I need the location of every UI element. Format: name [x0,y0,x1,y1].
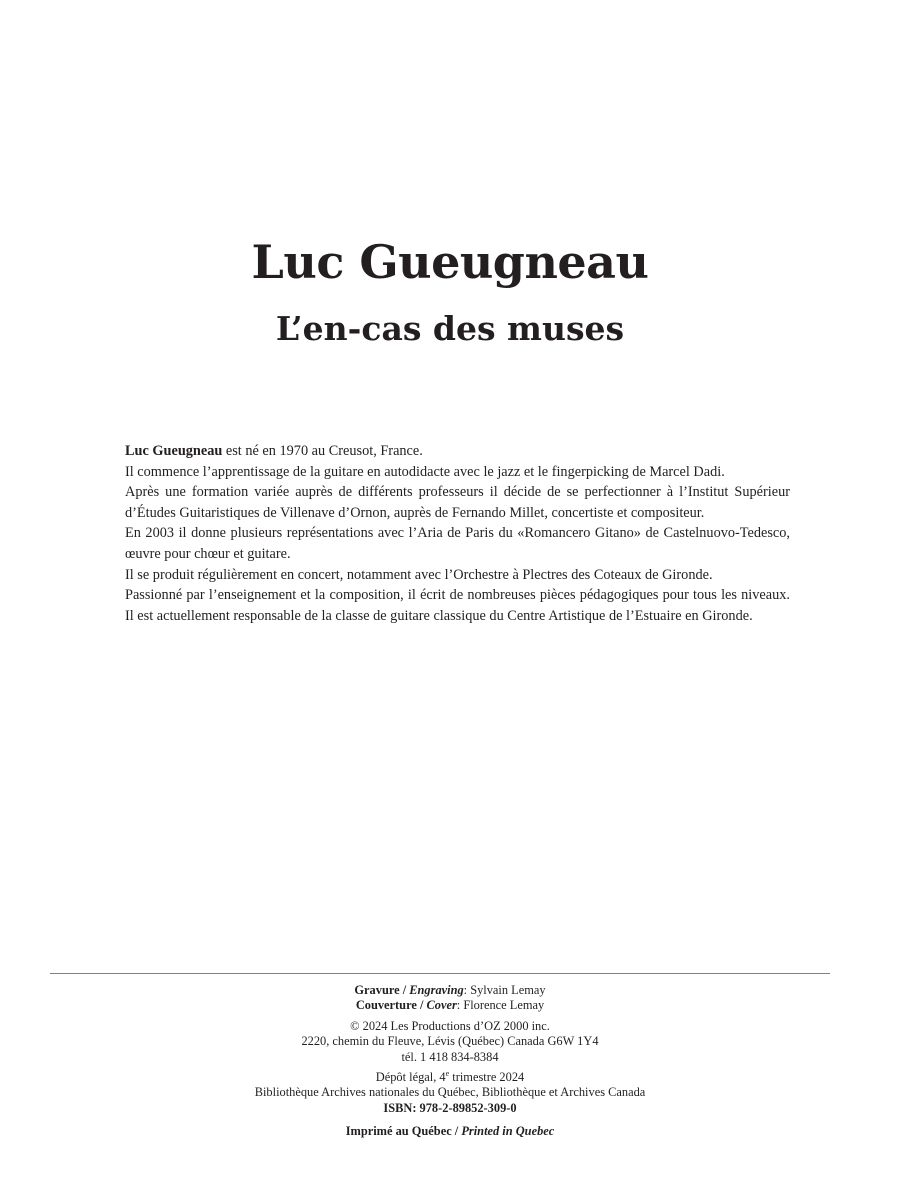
bio-paragraph: Il se produit régulièrement en concert, notamment avec l’Orchestre à Plectres des Coteaux de Gironde. [125,566,713,583]
cover-credit [0,998,900,1013]
deposit-post: trimestre 2024 [449,1070,525,1085]
printed-fr: Imprimé au Québec / [345,1124,462,1139]
deposit-pre: Dépôt légal, 4 [375,1070,446,1085]
cover-label-en: Cover [426,998,457,1013]
engraving-label-fr: Gravure / [354,983,410,997]
credits-block [0,983,900,1145]
engraving-name: : Sylvain Lemay [463,983,546,997]
address: 2220, chemin du Fleuve, Lévis (Québec) Canada G6W 1Y4 [301,1034,599,1049]
engraving-credit [0,983,900,998]
author-name: Luc Gueugneau [251,235,649,289]
copyright: © 2024 Les Productions d’OZ 2000 inc. [350,1018,550,1033]
deposit-sup: e [445,1068,450,1078]
printed-line [0,1124,900,1139]
engraving-label-en: Engraving [409,983,464,997]
work-title: L’en-cas des muses [275,309,625,348]
bio-paragraph: Après une formation variée auprès de différents professeurs il décide de se perfectionner à l’Institut Supérieur d’Études Guitaristiques de Villenave d’Ornon, auprès de Fernando Millet, concertiste et compositeur. [125,484,790,521]
bio-line: est né en 1970 au Creusot, France. [222,443,423,459]
publisher-info [0,1019,900,1065]
libraries: Bibliothèque Archives nationales du Québec, Bibliothèque et Archives Canada [254,1085,646,1100]
printed-text [0,1124,900,1139]
cover-name: : Florence Lemay [456,998,545,1013]
bio-paragraph [125,441,790,462]
isbn: ISBN: 978-2-89852-309-0 [383,1100,517,1115]
deposit-line [0,1070,900,1085]
bio-paragraph: Passionné par l’enseignement et la composition, il écrit de nombreuses pièces pédagogiques pour tous les niveaux. Il est actuellement responsable de la classe de guitare classique du Centre Artistique de l’Estuaire en Gironde. [125,587,790,624]
phone: tél. 1 418 834-8384 [401,1049,499,1064]
isbn-line [0,1101,900,1116]
divider [50,973,830,974]
credits-staff [0,983,900,1014]
biography [125,441,790,626]
bio-paragraph: Il commence l’apprentissage de la guitare en autodidacte avec le jazz et le fingerpicking de Marcel Dadi. [125,463,725,480]
bio-name: Luc Gueugneau [125,443,223,459]
printed-en: Printed in Quebec [461,1124,555,1139]
cover-label-fr: Couverture / [355,998,427,1013]
bio-paragraph: En 2003 il donne plusieurs représentations avec l’Aria de Paris du «Romancero Gitano» de Castelnuovo-Tedesco, œuvre pour chœur et guitare. [125,525,790,562]
legal-deposit [0,1070,900,1116]
